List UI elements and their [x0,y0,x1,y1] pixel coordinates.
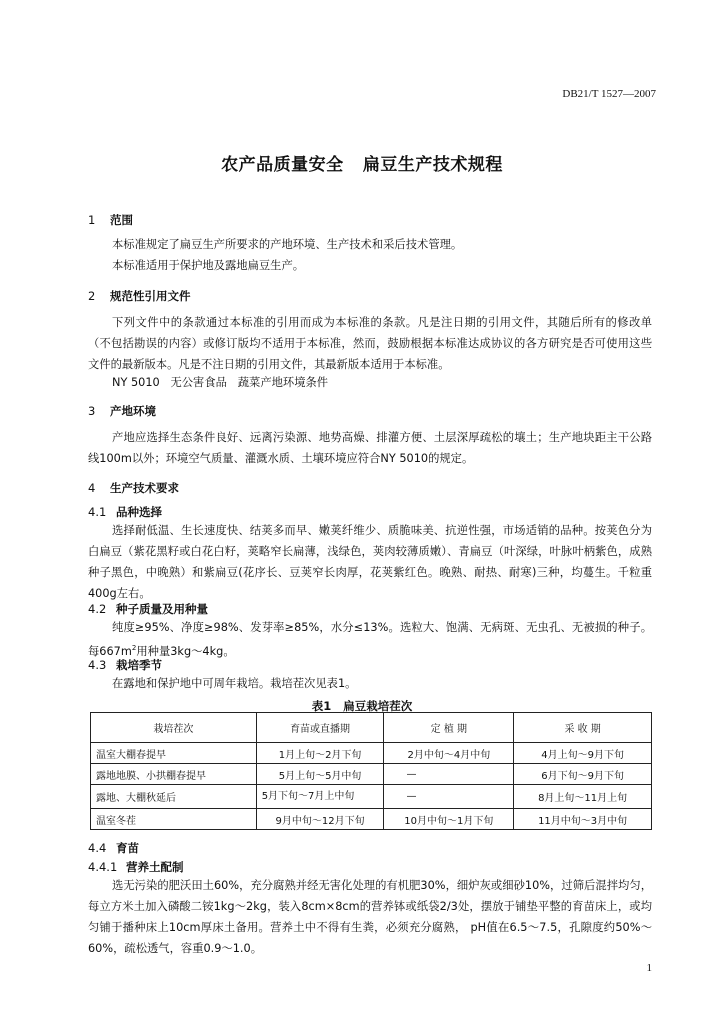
section-number: 4.4.1 [88,860,118,874]
table-cell: 11月中旬～3月中旬 [514,809,652,830]
section-number: 4 [88,481,96,495]
section-title: 范围 [110,213,133,227]
document-title: 农产品质量安全 扁豆生产技术规程 [221,155,503,175]
section-1-heading [88,212,133,228]
table-row [91,764,652,785]
section-4-3-paragraph-1: 在露地和保护地中可周年栽培。栽培茬次见表1。 [112,677,357,690]
normative-reference: NY 5010 无公害食品 蔬菜产地环境条件 [112,376,329,389]
table-cell: 露地地膜、小拱棚春提早 [91,764,257,785]
section-number: 3 [88,404,96,418]
table-cell: — [384,785,514,809]
section-4-2-heading [88,601,208,617]
table-header: 采 收 期 [514,713,652,743]
section-title: 育苗 [116,841,139,855]
section-4-heading [88,480,179,496]
section-4-1-heading [88,504,162,520]
table-header-row [91,713,652,743]
table-cell: 8月上旬～11月上旬 [514,785,652,809]
table-cell: 露地、大棚秋延后 [91,785,257,809]
section-1-paragraph-2: 本标准适用于保护地及露地扁豆生产。 [112,259,305,272]
table-cell: 5月下旬～7月上中旬 [256,785,384,809]
section-3-paragraph-1: 产地应选择生态条件良好、远离污染源、地势高燥、排灌方便、土层深厚疏松的壤土；生产地块距主干公路线100m以外；环境空气质量、灌溉水质、土壤环境应符合NY 5010的规定。 [88,431,652,465]
section-2-heading [88,288,191,304]
table-cell: 6月下旬～9月下旬 [514,764,652,785]
table-cell: 9月中旬～12月下旬 [256,809,384,830]
table-row [91,785,652,809]
table-cell: 10月中旬～1月下旬 [384,809,514,830]
section-4-4-1-paragraph-1: 选无污染的肥沃田土60%，充分腐熟并经无害化处理的有机肥30%，细炉灰或细砂10%，过筛后混拌均匀，每立方米土加入磷酸二铵1kg～2kg，装入8cm×8cm的营养钵或纸袋2/3处，摆放于铺垫平整的育苗床上，或均匀铺于播种床上10cm厚床土备用。营养土中不得有生粪，必须充分腐熟， pH值在6.5～7.5，孔隙度约50%～60%，疏松透气，容重0.9～1.0。 [88,879,652,955]
table-cell: 4月上旬～9月下旬 [514,743,652,764]
document-number: DB21/T 1527—2007 [562,88,656,100]
section-4-1-paragraph-1: 选择耐低温、生长速度快、结荚多而早、嫩荚纤维少、质脆味美、抗逆性强，市场适销的品种。按荚色分为白扁豆（紫花黑籽或白花白籽，荚略窄长扁薄，浅绿色，荚肉较薄质嫩）、青扁豆（叶深绿，叶脉叶柄紫色，成熟种子黑色，中晚熟）和紫扁豆(花序长、豆荚窄长肉厚，花荚紫红色。晚熟、耐热、耐寒)三种，均蔓生。千粒重400g左右。 [88,524,652,600]
section-number: 4.3 [88,658,107,672]
table-header: 栽培茬次 [91,713,257,743]
section-1-paragraph-1: 本标准规定了扁豆生产所要求的产地环境、生产技术和采后技术管理。 [112,238,463,251]
section-title: 生产技术要求 [110,481,179,495]
section-title: 栽培季节 [116,658,162,672]
section-number: 4.1 [88,505,107,519]
table-row [91,809,652,830]
paragraph-text: 纯度≥95%、净度≥98%、发芽率≥85%，水分≤13%。选粒大、饱满、无病斑、无虫孔、无被损的种子。每667m [88,621,652,658]
paragraph-text: 用种量3kg～4kg。 [136,644,235,658]
section-number: 4.2 [88,602,107,616]
section-title: 营养土配制 [126,860,184,874]
table-cell: 温室冬茬 [91,809,257,830]
section-2-paragraph-1: 下列文件中的条款通过本标准的引用而成为本标准的条款。凡是注日期的引用文件，其随后所有的修改单（不包括勘误的内容）或修订版均不适用于本标准，然而，鼓励根据本标准达成协议的各方研究是否可使用这些文件的最新版本。凡是不注日期的引用文件，其最新版本适用于本标准。 [88,316,652,371]
section-3-heading [88,403,156,419]
page-number: 1 [646,962,652,974]
cultivation-table [90,712,652,830]
section-number: 4.4 [88,841,107,855]
table-cell: — [384,764,514,785]
table-cell: 2月中旬～4月中旬 [384,743,514,764]
table-row [91,743,652,764]
section-title: 种子质量及用种量 [116,602,208,616]
table-header: 定 植 期 [384,713,514,743]
superscript: 2 [131,644,137,652]
table-cell: 温室大棚春提早 [91,743,257,764]
section-title: 品种选择 [116,505,162,519]
table-header: 育苗或直播期 [256,713,384,743]
section-4-2-paragraph-1 [88,617,652,662]
section-number: 1 [88,213,96,227]
table-cell: 1月上旬～2月下旬 [256,743,384,764]
section-title: 产地环境 [110,404,156,418]
table-cell: 5月上旬～5月中旬 [256,764,384,785]
section-number: 2 [88,289,96,303]
table-caption: 表1 扁豆栽培茬次 [311,699,413,713]
section-4-3-heading [88,657,162,673]
section-4-4-1-heading [88,859,184,875]
section-title: 规范性引用文件 [110,289,191,303]
section-4-4-heading [88,840,139,856]
